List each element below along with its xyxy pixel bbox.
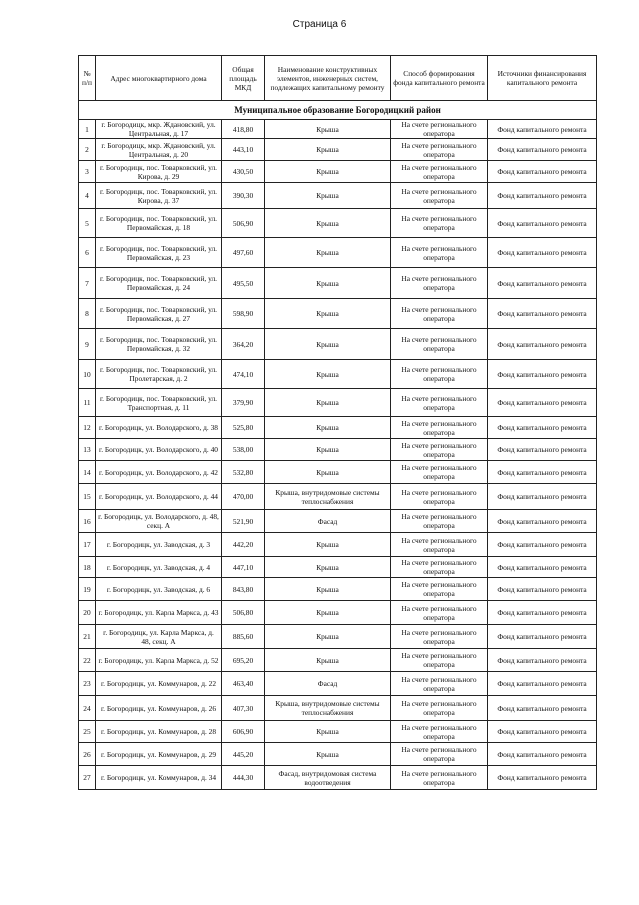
address-cell: г. Богородицк, ул. Володарского, д. 38 (96, 417, 222, 439)
address-cell: г. Богородицк, пос. Товарковский, ул. Кирова, д. 29 (96, 161, 222, 183)
source-cell: Фонд капитального ремонта (488, 743, 597, 766)
fund-method-cell: На счете регионального оператора (391, 557, 488, 578)
header-address: Адрес многоквартирного дома (96, 56, 222, 101)
address-cell: г. Богородицк, пос. Товарковский, ул. Первомайская, д. 24 (96, 268, 222, 299)
fund-method-cell: На счете регионального оператора (391, 139, 488, 161)
table-row (79, 672, 597, 696)
area-cell: 445,20 (222, 743, 265, 766)
address-cell: г. Богородицк, ул. Карла Маркса, д. 48, секц. А (96, 625, 222, 649)
header-fund-method: Способ формирования фонда капитального ремонта (391, 56, 488, 101)
row-number: 24 (79, 696, 96, 721)
row-number: 1 (79, 120, 96, 139)
table-row (79, 625, 597, 649)
row-number: 13 (79, 439, 96, 461)
table-row (79, 439, 597, 461)
row-number: 18 (79, 557, 96, 578)
table-row (79, 578, 597, 601)
area-cell: 470,00 (222, 484, 265, 510)
source-cell: Фонд капитального ремонта (488, 161, 597, 183)
fund-method-cell: На счете регионального оператора (391, 360, 488, 389)
elements-cell: Крыша (265, 120, 391, 139)
row-number: 20 (79, 601, 96, 625)
elements-cell: Крыша (265, 299, 391, 329)
table-row (79, 299, 597, 329)
table-row (79, 510, 597, 533)
address-cell: г. Богородицк, ул. Коммунаров, д. 28 (96, 721, 222, 743)
elements-cell: Крыша (265, 461, 391, 484)
source-cell: Фонд капитального ремонта (488, 139, 597, 161)
row-number: 5 (79, 209, 96, 238)
fund-method-cell: На счете регионального оператора (391, 743, 488, 766)
elements-cell: Крыша (265, 578, 391, 601)
fund-method-cell: На счете регионального оператора (391, 461, 488, 484)
row-number: 6 (79, 238, 96, 268)
source-cell: Фонд капитального ремонта (488, 183, 597, 209)
elements-cell: Крыша (265, 625, 391, 649)
table-row (79, 120, 597, 139)
area-cell: 443,10 (222, 139, 265, 161)
table-row (79, 238, 597, 268)
source-cell: Фонд капитального ремонта (488, 533, 597, 557)
elements-cell: Крыша (265, 268, 391, 299)
fund-method-cell: На счете регионального оператора (391, 329, 488, 360)
source-cell: Фонд капитального ремонта (488, 238, 597, 268)
table-row (79, 329, 597, 360)
fund-method-cell: На счете регионального оператора (391, 672, 488, 696)
source-cell: Фонд капитального ремонта (488, 268, 597, 299)
address-cell: г. Богородицк, мкр. Ждановский, ул. Центральная, д. 17 (96, 120, 222, 139)
row-number: 25 (79, 721, 96, 743)
address-cell: г. Богородицк, пос. Товарковский, ул. Первомайская, д. 32 (96, 329, 222, 360)
source-cell: Фонд капитального ремонта (488, 299, 597, 329)
source-cell: Фонд капитального ремонта (488, 461, 597, 484)
table-row (79, 268, 597, 299)
table-row (79, 484, 597, 510)
elements-cell: Крыша (265, 161, 391, 183)
address-cell: г. Богородицк, ул. Заводская, д. 6 (96, 578, 222, 601)
source-cell: Фонд капитального ремонта (488, 484, 597, 510)
row-number: 22 (79, 649, 96, 672)
address-cell: г. Богородицк, ул. Карла Маркса, д. 52 (96, 649, 222, 672)
fund-method-cell: На счете регионального оператора (391, 649, 488, 672)
source-cell: Фонд капитального ремонта (488, 578, 597, 601)
address-cell: г. Богородицк, ул. Володарского, д. 42 (96, 461, 222, 484)
fund-method-cell: На счете регионального оператора (391, 299, 488, 329)
row-number: 9 (79, 329, 96, 360)
fund-method-cell: На счете регионального оператора (391, 721, 488, 743)
area-cell: 695,20 (222, 649, 265, 672)
area-cell: 430,50 (222, 161, 265, 183)
elements-cell: Крыша (265, 721, 391, 743)
area-cell: 521,90 (222, 510, 265, 533)
fund-method-cell: На счете регионального оператора (391, 161, 488, 183)
address-cell: г. Богородицк, ул. Коммунаров, д. 26 (96, 696, 222, 721)
repair-program-table (78, 55, 597, 790)
source-cell: Фонд капитального ремонта (488, 417, 597, 439)
area-cell: 532,80 (222, 461, 265, 484)
address-cell: г. Богородицк, пос. Товарковский, ул. Кирова, д. 37 (96, 183, 222, 209)
fund-method-cell: На счете регионального оператора (391, 389, 488, 417)
source-cell: Фонд капитального ремонта (488, 766, 597, 790)
area-cell: 390,30 (222, 183, 265, 209)
source-cell: Фонд капитального ремонта (488, 557, 597, 578)
fund-method-cell: На счете регионального оператора (391, 578, 488, 601)
table-row (79, 557, 597, 578)
elements-cell: Крыша (265, 601, 391, 625)
address-cell: г. Богородицк, ул. Володарского, д. 48, секц. А (96, 510, 222, 533)
address-cell: г. Богородицк, пос. Товарковский, ул. Первомайская, д. 18 (96, 209, 222, 238)
row-number: 19 (79, 578, 96, 601)
elements-cell: Крыша (265, 649, 391, 672)
page-title: Страница 6 (292, 19, 347, 30)
fund-method-cell: На счете регионального оператора (391, 510, 488, 533)
area-cell: 843,80 (222, 578, 265, 601)
area-cell: 447,10 (222, 557, 265, 578)
elements-cell: Фасад, внутридомовая система водоотведения (265, 766, 391, 790)
area-cell: 606,90 (222, 721, 265, 743)
source-cell: Фонд капитального ремонта (488, 389, 597, 417)
elements-cell: Фасад (265, 510, 391, 533)
elements-cell: Крыша (265, 417, 391, 439)
fund-method-cell: На счете регионального оператора (391, 238, 488, 268)
elements-cell: Крыша, внутридомовые системы теплоснабжения (265, 696, 391, 721)
row-number: 23 (79, 672, 96, 696)
address-cell: г. Богородицк, ул. Володарского, д. 44 (96, 484, 222, 510)
address-cell: г. Богородицк, ул. Заводская, д. 3 (96, 533, 222, 557)
row-number: 17 (79, 533, 96, 557)
elements-cell: Крыша (265, 329, 391, 360)
source-cell: Фонд капитального ремонта (488, 439, 597, 461)
table-row (79, 389, 597, 417)
address-cell: г. Богородицк, мкр. Ждановский, ул. Центральная, д. 20 (96, 139, 222, 161)
header-area: Общая площадь МКД (222, 56, 265, 101)
area-cell: 474,10 (222, 360, 265, 389)
area-cell: 538,00 (222, 439, 265, 461)
row-number: 11 (79, 389, 96, 417)
header-sources: Источники финансирования капитального ремонта (488, 56, 597, 101)
row-number: 7 (79, 268, 96, 299)
row-number: 15 (79, 484, 96, 510)
row-number: 27 (79, 766, 96, 790)
table-row (79, 183, 597, 209)
area-cell: 598,90 (222, 299, 265, 329)
section-row (79, 101, 597, 120)
address-cell: г. Богородицк, пос. Товарковский, ул. Первомайская, д. 23 (96, 238, 222, 268)
row-number: 2 (79, 139, 96, 161)
source-cell: Фонд капитального ремонта (488, 601, 597, 625)
header-elements: Наименование конструктивных элементов, инженерных систем, подлежащих капитальному ремонту (265, 56, 391, 101)
area-cell: 407,30 (222, 696, 265, 721)
fund-method-cell: На счете регионального оператора (391, 625, 488, 649)
elements-cell: Крыша (265, 183, 391, 209)
fund-method-cell: На счете регионального оператора (391, 696, 488, 721)
source-cell: Фонд капитального ремонта (488, 209, 597, 238)
fund-method-cell: На счете регионального оператора (391, 533, 488, 557)
table-row (79, 721, 597, 743)
elements-cell: Крыша (265, 557, 391, 578)
fund-method-cell: На счете регионального оператора (391, 766, 488, 790)
elements-cell: Крыша (265, 439, 391, 461)
row-number: 26 (79, 743, 96, 766)
source-cell: Фонд капитального ремонта (488, 625, 597, 649)
elements-cell: Крыша (265, 238, 391, 268)
elements-cell: Крыша (265, 743, 391, 766)
elements-cell: Фасад (265, 672, 391, 696)
table-row (79, 649, 597, 672)
address-cell: г. Богородицк, ул. Коммунаров, д. 22 (96, 672, 222, 696)
address-cell: г. Богородицк, ул. Заводская, д. 4 (96, 557, 222, 578)
fund-method-cell: На счете регионального оператора (391, 183, 488, 209)
source-cell: Фонд капитального ремонта (488, 510, 597, 533)
source-cell: Фонд капитального ремонта (488, 696, 597, 721)
fund-method-cell: На счете регионального оператора (391, 120, 488, 139)
header-num: № п/п (79, 56, 96, 101)
row-number: 12 (79, 417, 96, 439)
row-number: 10 (79, 360, 96, 389)
elements-cell: Крыша (265, 389, 391, 417)
row-number: 8 (79, 299, 96, 329)
area-cell: 442,20 (222, 533, 265, 557)
section-title: Муниципальное образование Богородицкий район (79, 101, 597, 120)
elements-cell: Крыша (265, 209, 391, 238)
source-cell: Фонд капитального ремонта (488, 649, 597, 672)
row-number: 16 (79, 510, 96, 533)
table-header-row (79, 56, 597, 101)
fund-method-cell: На счете регионального оператора (391, 439, 488, 461)
source-cell: Фонд капитального ремонта (488, 329, 597, 360)
fund-method-cell: На счете регионального оператора (391, 484, 488, 510)
row-number: 21 (79, 625, 96, 649)
table-row (79, 360, 597, 389)
area-cell: 364,20 (222, 329, 265, 360)
elements-cell: Крыша (265, 360, 391, 389)
table-row (79, 417, 597, 439)
fund-method-cell: На счете регионального оператора (391, 209, 488, 238)
area-cell: 444,30 (222, 766, 265, 790)
row-number: 4 (79, 183, 96, 209)
area-cell: 497,60 (222, 238, 265, 268)
area-cell: 885,60 (222, 625, 265, 649)
address-cell: г. Богородицк, пос. Товарковский, ул. Транспортная, д. 11 (96, 389, 222, 417)
row-number: 14 (79, 461, 96, 484)
table-row (79, 766, 597, 790)
table-row (79, 139, 597, 161)
address-cell: г. Богородицк, ул. Коммунаров, д. 34 (96, 766, 222, 790)
area-cell: 379,90 (222, 389, 265, 417)
area-cell: 463,40 (222, 672, 265, 696)
area-cell: 525,80 (222, 417, 265, 439)
elements-cell: Крыша (265, 533, 391, 557)
source-cell: Фонд капитального ремонта (488, 360, 597, 389)
table-row (79, 743, 597, 766)
source-cell: Фонд капитального ремонта (488, 120, 597, 139)
area-cell: 418,80 (222, 120, 265, 139)
row-number: 3 (79, 161, 96, 183)
table-row (79, 161, 597, 183)
table-row (79, 696, 597, 721)
address-cell: г. Богородицк, пос. Товарковский, ул. Пролетарская, д. 2 (96, 360, 222, 389)
address-cell: г. Богородицк, ул. Коммунаров, д. 29 (96, 743, 222, 766)
source-cell: Фонд капитального ремонта (488, 721, 597, 743)
address-cell: г. Богородицк, ул. Карла Маркса, д. 43 (96, 601, 222, 625)
table-row (79, 461, 597, 484)
fund-method-cell: На счете регионального оператора (391, 417, 488, 439)
table-row (79, 209, 597, 238)
area-cell: 506,90 (222, 209, 265, 238)
address-cell: г. Богородицк, ул. Володарского, д. 40 (96, 439, 222, 461)
source-cell: Фонд капитального ремонта (488, 672, 597, 696)
elements-cell: Крыша (265, 139, 391, 161)
address-cell: г. Богородицк, пос. Товарковский, ул. Первомайская, д. 27 (96, 299, 222, 329)
fund-method-cell: На счете регионального оператора (391, 601, 488, 625)
elements-cell: Крыша, внутридомовые системы теплоснабжения (265, 484, 391, 510)
area-cell: 506,80 (222, 601, 265, 625)
table-row (79, 601, 597, 625)
fund-method-cell: На счете регионального оператора (391, 268, 488, 299)
table-row (79, 533, 597, 557)
area-cell: 495,50 (222, 268, 265, 299)
